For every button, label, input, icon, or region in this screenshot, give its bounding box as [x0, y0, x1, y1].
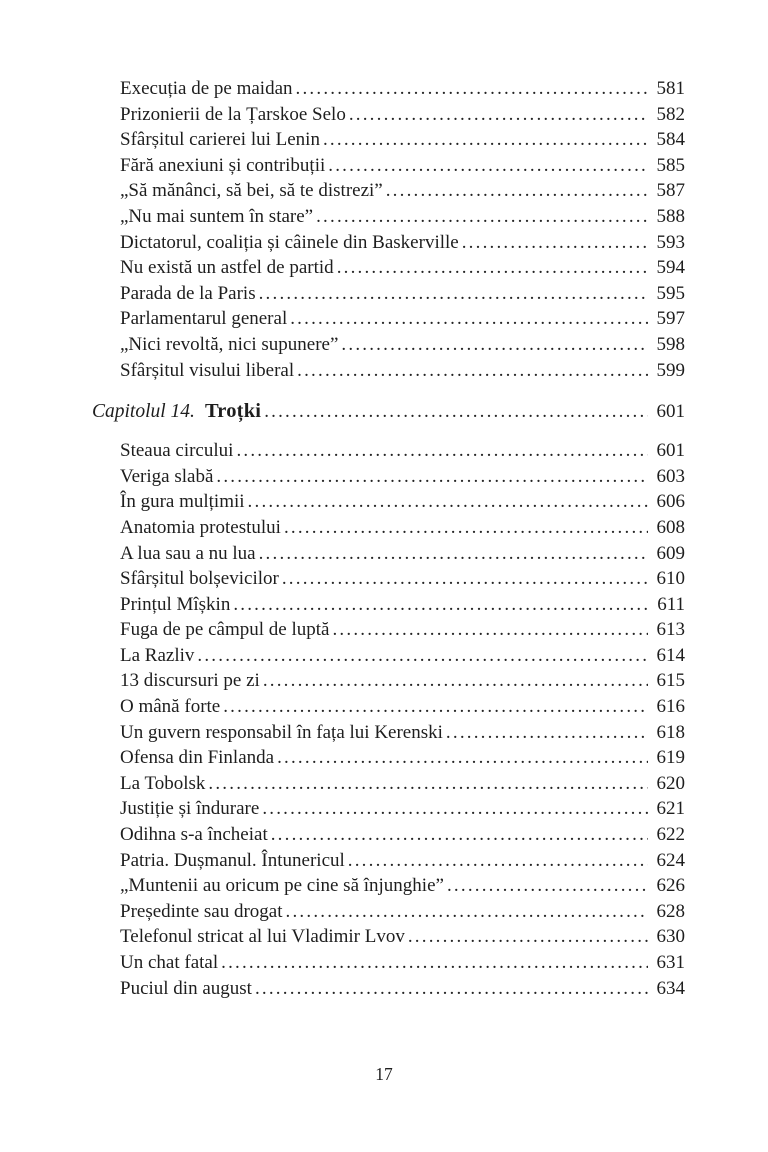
dot-leader [297, 358, 648, 384]
dot-leader [316, 204, 648, 230]
toc-entry-page-number: 619 [656, 747, 685, 769]
dot-leader [447, 873, 648, 899]
dot-leader [348, 848, 648, 874]
toc-entry-title: Un guvern responsabil în fața lui Kerenski [120, 721, 443, 743]
toc-entry-title: Steaua circului [120, 440, 234, 462]
toc-entry-page-number: 621 [656, 798, 685, 820]
toc-entry-title: Parada de la Paris [120, 282, 256, 304]
toc-entry-title: Prizonierii de la Țarskoe Selo [120, 103, 346, 125]
toc-entry-page-number: 613 [656, 619, 685, 641]
toc-entry-row [92, 745, 685, 771]
toc-entry-title: Odihna s-a încheiat [120, 824, 268, 846]
toc-entry-page-number: 614 [656, 644, 685, 666]
toc-entry-title: 13 discursuri pe zi [120, 670, 260, 692]
toc-entry-title: În gura mulțimii [120, 491, 245, 513]
toc-entry-page-number: 615 [656, 670, 685, 692]
toc-entry-title: Prințul Mîșkin [120, 593, 231, 615]
toc-entry-page-number: 594 [656, 257, 685, 279]
toc-entry-page-number: 606 [656, 491, 685, 513]
toc-entry-page-number: 595 [656, 282, 685, 304]
toc-entry-page-number: 599 [656, 359, 685, 381]
dot-leader [208, 771, 648, 797]
toc-entry-title: Nu există un astfel de partid [120, 257, 334, 279]
dot-leader [236, 438, 648, 464]
dot-leader [284, 515, 648, 541]
dot-leader [255, 976, 648, 1002]
toc-entry-title: Ofensa din Finlanda [120, 747, 275, 769]
dot-leader [341, 332, 648, 358]
toc-entry-title: Parlamentarul general [120, 308, 288, 330]
toc-entry-row [92, 924, 685, 950]
toc-entry-row [92, 694, 685, 720]
toc-entry-row [92, 306, 685, 332]
toc-entry-page-number: 597 [656, 308, 685, 330]
dot-leader [323, 127, 648, 153]
dot-leader [446, 720, 648, 746]
toc-chapter-page-number: 601 [656, 401, 685, 423]
toc-list [92, 76, 685, 1001]
toc-entry-row [92, 464, 685, 490]
toc-entry-title: Dictatorul, coaliția și câinele din Baskerville [120, 231, 459, 253]
page-number: 17 [375, 1064, 393, 1084]
toc-entry-page-number: 601 [656, 440, 685, 462]
toc-entry-row [92, 281, 685, 307]
dot-leader [349, 102, 648, 128]
toc-entry-row [92, 515, 685, 541]
toc-entry-row [92, 332, 685, 358]
toc-entry-page-number: 624 [656, 849, 685, 871]
toc-entry-row [92, 204, 685, 230]
toc-entry-title: Sfârșitul carierei lui Lenin [120, 129, 320, 151]
toc-entry-row [92, 541, 685, 567]
toc-entry-row [92, 438, 685, 464]
dot-leader [282, 566, 648, 592]
toc-entry-title: Sfârșitul bolșevicilor [120, 568, 279, 590]
toc-entry-row [92, 822, 685, 848]
toc-entry-page-number: 616 [656, 696, 685, 718]
toc-entry-row [92, 230, 685, 256]
toc-entry-row [92, 873, 685, 899]
toc-entry-page-number: 585 [656, 154, 685, 176]
toc-entry-row [92, 899, 685, 925]
toc-entry-row [92, 489, 685, 515]
toc-entry-row [92, 976, 685, 1002]
dot-leader [332, 617, 648, 643]
toc-chapter-row [92, 397, 685, 426]
toc-entry-title: „Nu mai suntem în stare” [120, 205, 314, 227]
toc-entry-page-number: 618 [656, 721, 685, 743]
toc-entry-row [92, 102, 685, 128]
toc-entry-title: O mână forte [120, 696, 221, 718]
toc-entry-title: Justiție și îndurare [120, 798, 260, 820]
toc-entry-row [92, 643, 685, 669]
dot-leader [233, 592, 648, 618]
toc-entry-title: La Razliv [120, 644, 195, 666]
toc-entry-row [92, 617, 685, 643]
toc-entry-page-number: 634 [656, 977, 685, 999]
toc-entry-title: Sfârșitul visului liberal [120, 359, 295, 381]
toc-entry-page-number: 620 [656, 772, 685, 794]
dot-leader [264, 398, 648, 426]
toc-entry-page-number: 622 [656, 824, 685, 846]
toc-entry-row [92, 178, 685, 204]
dot-leader [408, 924, 648, 950]
toc-entry-title: La Tobolsk [120, 772, 206, 794]
toc-entry-row [92, 848, 685, 874]
dot-leader [462, 230, 648, 256]
toc-entry-page-number: 593 [656, 231, 685, 253]
toc-entry-row [92, 153, 685, 179]
toc-entry-title: „Să mănânci, să bei, să te distrezi” [120, 180, 383, 202]
toc-entry-page-number: 584 [656, 129, 685, 151]
toc-entry-title: Veriga slabă [120, 465, 214, 487]
dot-leader [221, 950, 648, 976]
toc-entry-title: Puciul din august [120, 977, 252, 999]
dot-leader [328, 153, 648, 179]
toc-entry-page-number: 609 [656, 542, 685, 564]
toc-entry-row [92, 720, 685, 746]
toc-entry-title: Patria. Dușmanul. Întunericul [120, 849, 345, 871]
toc-entry-row [92, 255, 685, 281]
toc-entry-row [92, 127, 685, 153]
toc-entry-page-number: 630 [656, 926, 685, 948]
dot-leader [290, 306, 648, 332]
toc-entry-title: Fără anexiuni și contribuții [120, 154, 326, 176]
toc-entry-row [92, 950, 685, 976]
toc-entry-page-number: 631 [656, 952, 685, 973]
toc-entry-page-number: 587 [656, 180, 685, 202]
dot-leader [197, 643, 648, 669]
toc-entry-row [92, 76, 685, 102]
toc-entry-page-number: 582 [656, 103, 685, 125]
toc-entry-title: Anatomia protestului [120, 516, 281, 538]
toc-entry-title: Execuția de pe maidan [120, 78, 293, 99]
toc-entry-row [92, 771, 685, 797]
dot-leader [223, 694, 648, 720]
dot-leader [248, 489, 648, 515]
toc-entry-page-number: 598 [656, 333, 685, 355]
toc-chapter-title: Troțki [204, 400, 262, 423]
dot-leader [259, 541, 648, 567]
dot-leader [286, 899, 648, 925]
toc-entry-row [92, 668, 685, 694]
toc-entry-title: A lua sau a nu lua [120, 542, 256, 564]
dot-leader [337, 255, 648, 281]
toc-chapter-label: Capitolul 14. [92, 401, 195, 423]
dot-leader [259, 281, 648, 307]
toc-entry-page-number: 608 [656, 516, 685, 538]
dot-leader [296, 76, 648, 102]
toc-entry-title: „Muntenii au oricum pe cine să înjunghie” [120, 875, 444, 897]
toc-entry-page-number: 588 [656, 205, 685, 227]
toc-entry-page-number: 626 [656, 875, 685, 897]
toc-entry-page-number: 628 [656, 900, 685, 922]
toc-entry-page-number: 611 [657, 593, 685, 615]
toc-entry-page-number: 610 [656, 568, 685, 590]
dot-leader [263, 668, 648, 694]
dot-leader [386, 178, 648, 204]
toc-entry-page-number: 581 [656, 78, 685, 99]
toc-entry-page-number: 603 [656, 465, 685, 487]
toc-entry-row [92, 796, 685, 822]
toc-entry-title: „Nici revoltă, nici supunere” [120, 333, 339, 355]
toc-entry-row [92, 566, 685, 592]
toc-entry-row [92, 358, 685, 384]
dot-leader [262, 796, 648, 822]
dot-leader [216, 464, 648, 490]
toc-entry-row [92, 592, 685, 618]
dot-leader [271, 822, 648, 848]
dot-leader [277, 745, 648, 771]
toc-entry-title: Telefonul stricat al lui Vladimir Lvov [120, 926, 405, 948]
toc-entry-title: Fuga de pe câmpul de luptă [120, 619, 330, 641]
toc-entry-title: Un chat fatal [120, 952, 219, 973]
toc-entry-title: Președinte sau drogat [120, 900, 283, 922]
